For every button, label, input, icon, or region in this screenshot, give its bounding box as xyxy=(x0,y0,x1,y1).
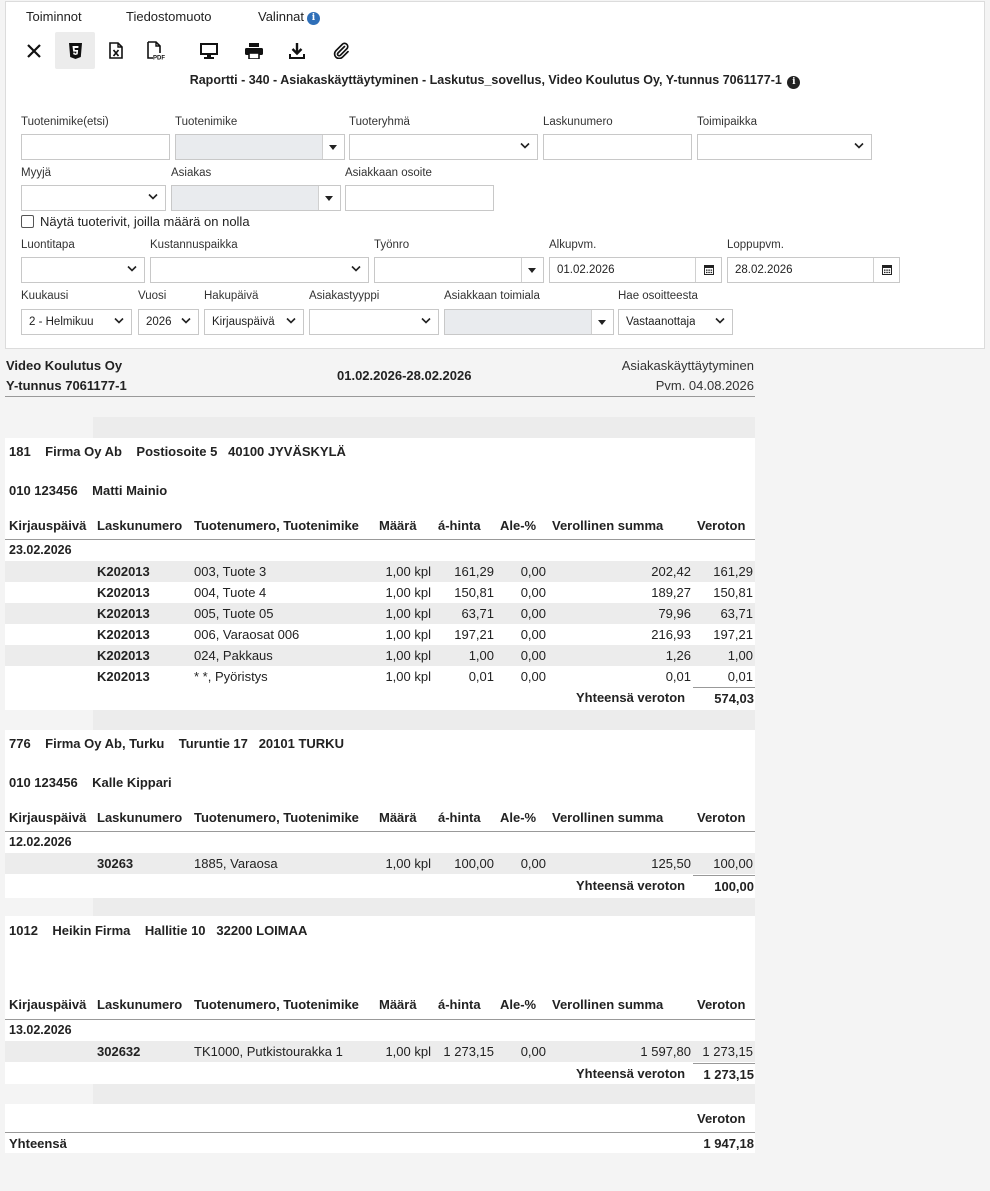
table-header-divider xyxy=(5,1019,755,1020)
label-tyonro: Työnro xyxy=(374,239,410,251)
report-print-date: Pvm. 04.08.2026 xyxy=(655,378,754,393)
alkupvm-calendar-button[interactable] xyxy=(695,258,721,282)
loppupvm-date-field[interactable] xyxy=(727,257,900,283)
chevron-down-icon xyxy=(854,142,864,150)
column-header: Veroton xyxy=(697,810,746,825)
grand-total-section xyxy=(5,1104,755,1153)
close-icon xyxy=(27,44,41,58)
menu-valinnat[interactable] xyxy=(258,9,320,25)
column-header: Määrä xyxy=(379,810,417,825)
vuosi-select[interactable] xyxy=(138,309,199,335)
column-header: á-hinta xyxy=(438,518,481,533)
gross-amount-cell: 0,01 xyxy=(665,669,691,684)
table-header-divider xyxy=(5,539,755,540)
kuukausi-select[interactable] xyxy=(21,309,132,335)
menu-toiminnot[interactable]: Toiminnot xyxy=(26,9,82,24)
discount-cell: 0,00 xyxy=(520,856,546,871)
html-export-button[interactable] xyxy=(55,32,95,69)
chevron-down-icon xyxy=(351,265,361,273)
label-asiakkaan-osoite: Asiakkaan osoite xyxy=(345,167,432,179)
section-total-label: Yhteensä veroton xyxy=(576,1066,686,1081)
chevron-down-icon xyxy=(520,142,530,150)
booking-date: 12.02.2026 xyxy=(9,835,72,849)
caret-down-icon xyxy=(325,196,333,201)
report-info-icon[interactable]: i xyxy=(787,76,800,89)
invoice-number-cell: K202013 xyxy=(97,648,150,663)
customer-contact-line: 010 123456 Matti Mainio xyxy=(9,483,168,498)
header-divider xyxy=(5,396,755,397)
column-header: á-hinta xyxy=(438,997,481,1012)
close-button[interactable] xyxy=(14,32,54,69)
label-kuukausi: Kuukausi xyxy=(21,290,69,302)
calendar-icon xyxy=(882,264,892,275)
luontitapa-select[interactable] xyxy=(21,257,145,283)
product-cell: 003, Tuote 3 xyxy=(194,564,267,579)
svg-text:PDF: PDF xyxy=(153,55,165,60)
column-header: Laskunumero xyxy=(97,810,183,825)
calendar-icon xyxy=(704,264,714,275)
asiakas-dropdown-button[interactable] xyxy=(318,186,340,210)
section-total-label: Yhteensä veroton xyxy=(576,878,686,893)
invoice-number-cell: K202013 xyxy=(97,564,150,579)
customer-address-line: 181 Firma Oy Ab Postiosoite 5 40100 JYVÄSKYLÄ xyxy=(9,444,346,459)
product-cell: 005, Tuote 05 xyxy=(194,606,274,621)
booking-date: 13.02.2026 xyxy=(9,1023,72,1037)
label-asiakas: Asiakas xyxy=(171,167,212,179)
customer-address-line: 1012 Heikin Firma Hallitie 10 32200 LOIMAA xyxy=(9,923,308,938)
vuosi-value: 2026 xyxy=(146,316,172,328)
label-myyja: Myyjä xyxy=(21,167,52,179)
discount-cell: 0,00 xyxy=(520,1044,546,1059)
pdf-file-icon xyxy=(147,41,167,60)
gross-amount-cell: 1 597,80 xyxy=(640,1044,691,1059)
report-name: Asiakaskäyttäytyminen xyxy=(621,358,754,373)
chevron-down-icon xyxy=(286,317,296,325)
label-luontitapa: Luontitapa xyxy=(21,239,75,251)
chevron-down-icon xyxy=(114,317,124,325)
unit-price-cell: 1,00 xyxy=(468,648,494,663)
invoice-number-cell: K202013 xyxy=(97,606,150,621)
column-header: Kirjauspäivä xyxy=(9,518,87,533)
filter-panel xyxy=(5,1,985,349)
quantity-cell: 1,00 kpl xyxy=(385,1044,431,1059)
product-cell: 1885, Varaosa xyxy=(194,856,278,871)
column-header: Verollinen summa xyxy=(552,518,664,533)
total-divider xyxy=(693,687,755,688)
discount-cell: 0,00 xyxy=(520,627,546,642)
invoice-number-cell: K202013 xyxy=(97,669,150,684)
gross-amount-cell: 125,50 xyxy=(651,856,691,871)
gross-amount-cell: 189,27 xyxy=(651,585,691,600)
caret-down-icon xyxy=(598,320,606,325)
column-header: Kirjauspäivä xyxy=(9,997,87,1012)
unit-price-cell: 63,71 xyxy=(461,606,494,621)
chevron-down-icon xyxy=(715,317,725,325)
show-zero-rows-option[interactable] xyxy=(21,214,250,229)
product-cell: 004, Tuote 4 xyxy=(194,585,267,600)
asiakkaan-toimiala-combobox[interactable] xyxy=(444,309,614,335)
discount-cell: 0,00 xyxy=(520,669,546,684)
printer-icon xyxy=(245,43,263,59)
booking-date: 23.02.2026 xyxy=(9,543,72,557)
menu-tiedostomuoto[interactable]: Tiedostomuoto xyxy=(126,9,212,24)
product-cell: TK1000, Putkistourakka 1 xyxy=(194,1044,343,1059)
kustannuspaikka-select[interactable] xyxy=(150,257,369,283)
label-kustannuspaikka: Kustannuspaikka xyxy=(150,239,238,251)
net-amount-cell: 197,21 xyxy=(713,627,753,642)
hakupaiva-value: Kirjauspäivä xyxy=(212,316,275,328)
label-hae-osoitteesta: Hae osoitteesta xyxy=(618,290,698,302)
column-header: Laskunumero xyxy=(97,997,183,1012)
column-header: Kirjauspäivä xyxy=(9,810,87,825)
report-period: 01.02.2026-28.02.2026 xyxy=(337,368,472,383)
label-tuotenimike-etsi: Tuotenimike(etsi) xyxy=(21,116,109,128)
column-header: Veroton xyxy=(697,518,746,533)
alkupvm-date-field[interactable] xyxy=(549,257,722,283)
gross-amount-cell: 1,26 xyxy=(665,648,691,663)
laskunumero-input[interactable] xyxy=(543,134,692,160)
report-title xyxy=(6,73,984,89)
section-total-value: 574,03 xyxy=(714,691,754,706)
chevron-down-icon xyxy=(181,317,191,325)
label-vuosi: Vuosi xyxy=(138,290,167,302)
report-title-text: Raportti - 340 - Asiakaskäyttäytyminen - Laskutus_sovellus, Video Koulutus Oy, Y-tunnus 7061177-1 xyxy=(189,73,782,87)
invoice-number-cell: 30263 xyxy=(97,856,134,871)
caret-down-icon xyxy=(329,145,337,150)
net-amount-cell: 1 273,15 xyxy=(702,1044,753,1059)
chevron-down-icon xyxy=(127,265,137,273)
tyonro-combobox[interactable] xyxy=(374,257,544,283)
section-gap xyxy=(93,898,755,916)
gross-amount-cell: 79,96 xyxy=(658,606,691,621)
column-header: Tuotenumero, Tuotenimike xyxy=(194,810,359,825)
unit-price-cell: 1 273,15 xyxy=(443,1044,494,1059)
discount-cell: 0,00 xyxy=(520,606,546,621)
table-header-divider xyxy=(5,831,755,832)
attachment-button[interactable] xyxy=(321,32,361,69)
grand-total-value: 1 947,18 xyxy=(703,1136,754,1151)
quantity-cell: 1,00 kpl xyxy=(385,856,431,871)
excel-export-button[interactable] xyxy=(96,32,136,69)
tuotenimike-dropdown-button[interactable] xyxy=(322,135,344,159)
toimipaikka-select[interactable] xyxy=(697,134,872,160)
kuukausi-value: 2 - Helmikuu xyxy=(29,316,94,328)
asiakkaan-osoite-input[interactable] xyxy=(345,185,494,211)
label-tuoteryhma: Tuoteryhmä xyxy=(349,116,410,128)
report-company: Video Koulutus Oy xyxy=(6,358,123,373)
excel-file-icon xyxy=(109,42,123,59)
tuotenimike-combobox[interactable] xyxy=(175,134,345,160)
asiakastyyppi-select[interactable] xyxy=(309,309,439,335)
html5-icon xyxy=(69,43,82,59)
show-zero-rows-label: Näytä tuoterivit, joilla määrä on nolla xyxy=(40,214,250,229)
grand-total-label: Yhteensä xyxy=(9,1136,67,1151)
alkupvm-value[interactable]: 01.02.2026 xyxy=(557,264,615,276)
tuoteryhma-select[interactable] xyxy=(349,134,538,160)
label-toimipaikka: Toimipaikka xyxy=(697,116,758,128)
net-amount-cell: 150,81 xyxy=(713,585,753,600)
unit-price-cell: 100,00 xyxy=(454,856,494,871)
quantity-cell: 1,00 kpl xyxy=(385,669,431,684)
asiakkaan-toimiala-dropdown-button[interactable] xyxy=(591,310,613,334)
column-header: Verollinen summa xyxy=(552,810,664,825)
loppupvm-calendar-button[interactable] xyxy=(873,258,899,282)
myyja-select[interactable] xyxy=(21,185,166,211)
section-gap xyxy=(93,710,755,730)
invoice-number-cell: K202013 xyxy=(97,585,150,600)
quantity-cell: 1,00 kpl xyxy=(385,606,431,621)
pdf-export-button[interactable] xyxy=(137,32,177,69)
column-header: Tuotenumero, Tuotenimike xyxy=(194,997,359,1012)
net-amount-cell: 100,00 xyxy=(713,856,753,871)
label-laskunumero: Laskunumero xyxy=(543,116,613,128)
hakupaiva-select[interactable] xyxy=(204,309,304,335)
show-zero-rows-checkbox[interactable] xyxy=(21,215,34,228)
net-amount-cell: 0,01 xyxy=(727,669,753,684)
screen-view-button[interactable] xyxy=(189,32,229,69)
label-hakupaiva: Hakupäivä xyxy=(204,290,259,302)
column-header: Ale-% xyxy=(500,810,537,825)
paperclip-icon xyxy=(333,42,350,59)
download-icon xyxy=(289,43,305,59)
grand-total-divider xyxy=(5,1132,755,1133)
quantity-cell: 1,00 kpl xyxy=(385,564,431,579)
net-amount-cell: 63,71 xyxy=(720,606,753,621)
customer-contact-line: 010 123456 Kalle Kippari xyxy=(9,775,172,790)
label-asiakastyyppi: Asiakastyyppi xyxy=(309,290,380,302)
total-divider xyxy=(693,1063,755,1064)
tyonro-dropdown-button[interactable] xyxy=(521,258,543,282)
tuotenimike-search-input[interactable] xyxy=(21,134,170,160)
info-icon[interactable]: i xyxy=(307,12,320,25)
download-button[interactable] xyxy=(277,32,317,69)
report-business-id: Y-tunnus 7061177-1 xyxy=(6,378,127,393)
discount-cell: 0,00 xyxy=(520,585,546,600)
invoice-number-cell: 302632 xyxy=(97,1044,141,1059)
column-header: Ale-% xyxy=(500,518,537,533)
discount-cell: 0,00 xyxy=(520,648,546,663)
section-total-label: Yhteensä veroton xyxy=(576,690,686,705)
column-header: Laskunumero xyxy=(97,518,183,533)
section-total-value: 1 273,15 xyxy=(703,1067,754,1082)
menu-valinnat-label[interactable]: Valinnat xyxy=(258,9,305,24)
column-header: Määrä xyxy=(379,518,417,533)
quantity-cell: 1,00 kpl xyxy=(385,648,431,663)
column-header: Verollinen summa xyxy=(552,997,664,1012)
unit-price-cell: 0,01 xyxy=(468,669,494,684)
chevron-down-icon xyxy=(421,317,431,325)
hae-osoitteesta-value: Vastaanottaja xyxy=(626,316,696,328)
unit-price-cell: 197,21 xyxy=(454,627,494,642)
label-alkupvm: Alkupvm. xyxy=(549,239,597,251)
label-tuotenimike: Tuotenimike xyxy=(175,116,238,128)
invoice-number-cell: K202013 xyxy=(97,627,150,642)
quantity-cell: 1,00 kpl xyxy=(385,585,431,600)
hae-osoitteesta-select[interactable] xyxy=(618,309,733,335)
customer-address-line: 776 Firma Oy Ab, Turku Turuntie 17 20101 TURKU xyxy=(9,736,344,751)
menu-bar xyxy=(6,2,984,32)
column-header: Ale-% xyxy=(500,997,537,1012)
product-cell: 006, Varaosat 006 xyxy=(194,627,300,642)
label-loppupvm: Loppupvm. xyxy=(727,239,784,251)
column-header: Tuotenumero, Tuotenimike xyxy=(194,518,359,533)
gross-amount-cell: 216,93 xyxy=(651,627,691,642)
section-gap xyxy=(93,417,755,438)
discount-cell: 0,00 xyxy=(520,564,546,579)
unit-price-cell: 150,81 xyxy=(454,585,494,600)
unit-price-cell: 161,29 xyxy=(454,564,494,579)
product-cell: 024, Pakkaus xyxy=(194,648,273,663)
monitor-icon xyxy=(200,43,218,59)
caret-down-icon xyxy=(528,268,536,273)
label-asiakkaan-toimiala: Asiakkaan toimiala xyxy=(444,290,540,302)
product-cell: * *, Pyöristys xyxy=(194,669,268,684)
print-button[interactable] xyxy=(234,32,274,69)
loppupvm-value[interactable]: 28.02.2026 xyxy=(735,264,793,276)
gross-amount-cell: 202,42 xyxy=(651,564,691,579)
chevron-down-icon xyxy=(148,193,158,201)
net-amount-cell: 1,00 xyxy=(727,648,753,663)
grand-total-header: Veroton xyxy=(697,1111,746,1126)
asiakas-combobox[interactable] xyxy=(171,185,341,211)
column-header: á-hinta xyxy=(438,810,481,825)
quantity-cell: 1,00 kpl xyxy=(385,627,431,642)
net-amount-cell: 161,29 xyxy=(713,564,753,579)
total-divider xyxy=(693,875,755,876)
column-header: Määrä xyxy=(379,997,417,1012)
section-gap xyxy=(93,1084,755,1104)
section-total-value: 100,00 xyxy=(714,879,754,894)
column-header: Veroton xyxy=(697,997,746,1012)
